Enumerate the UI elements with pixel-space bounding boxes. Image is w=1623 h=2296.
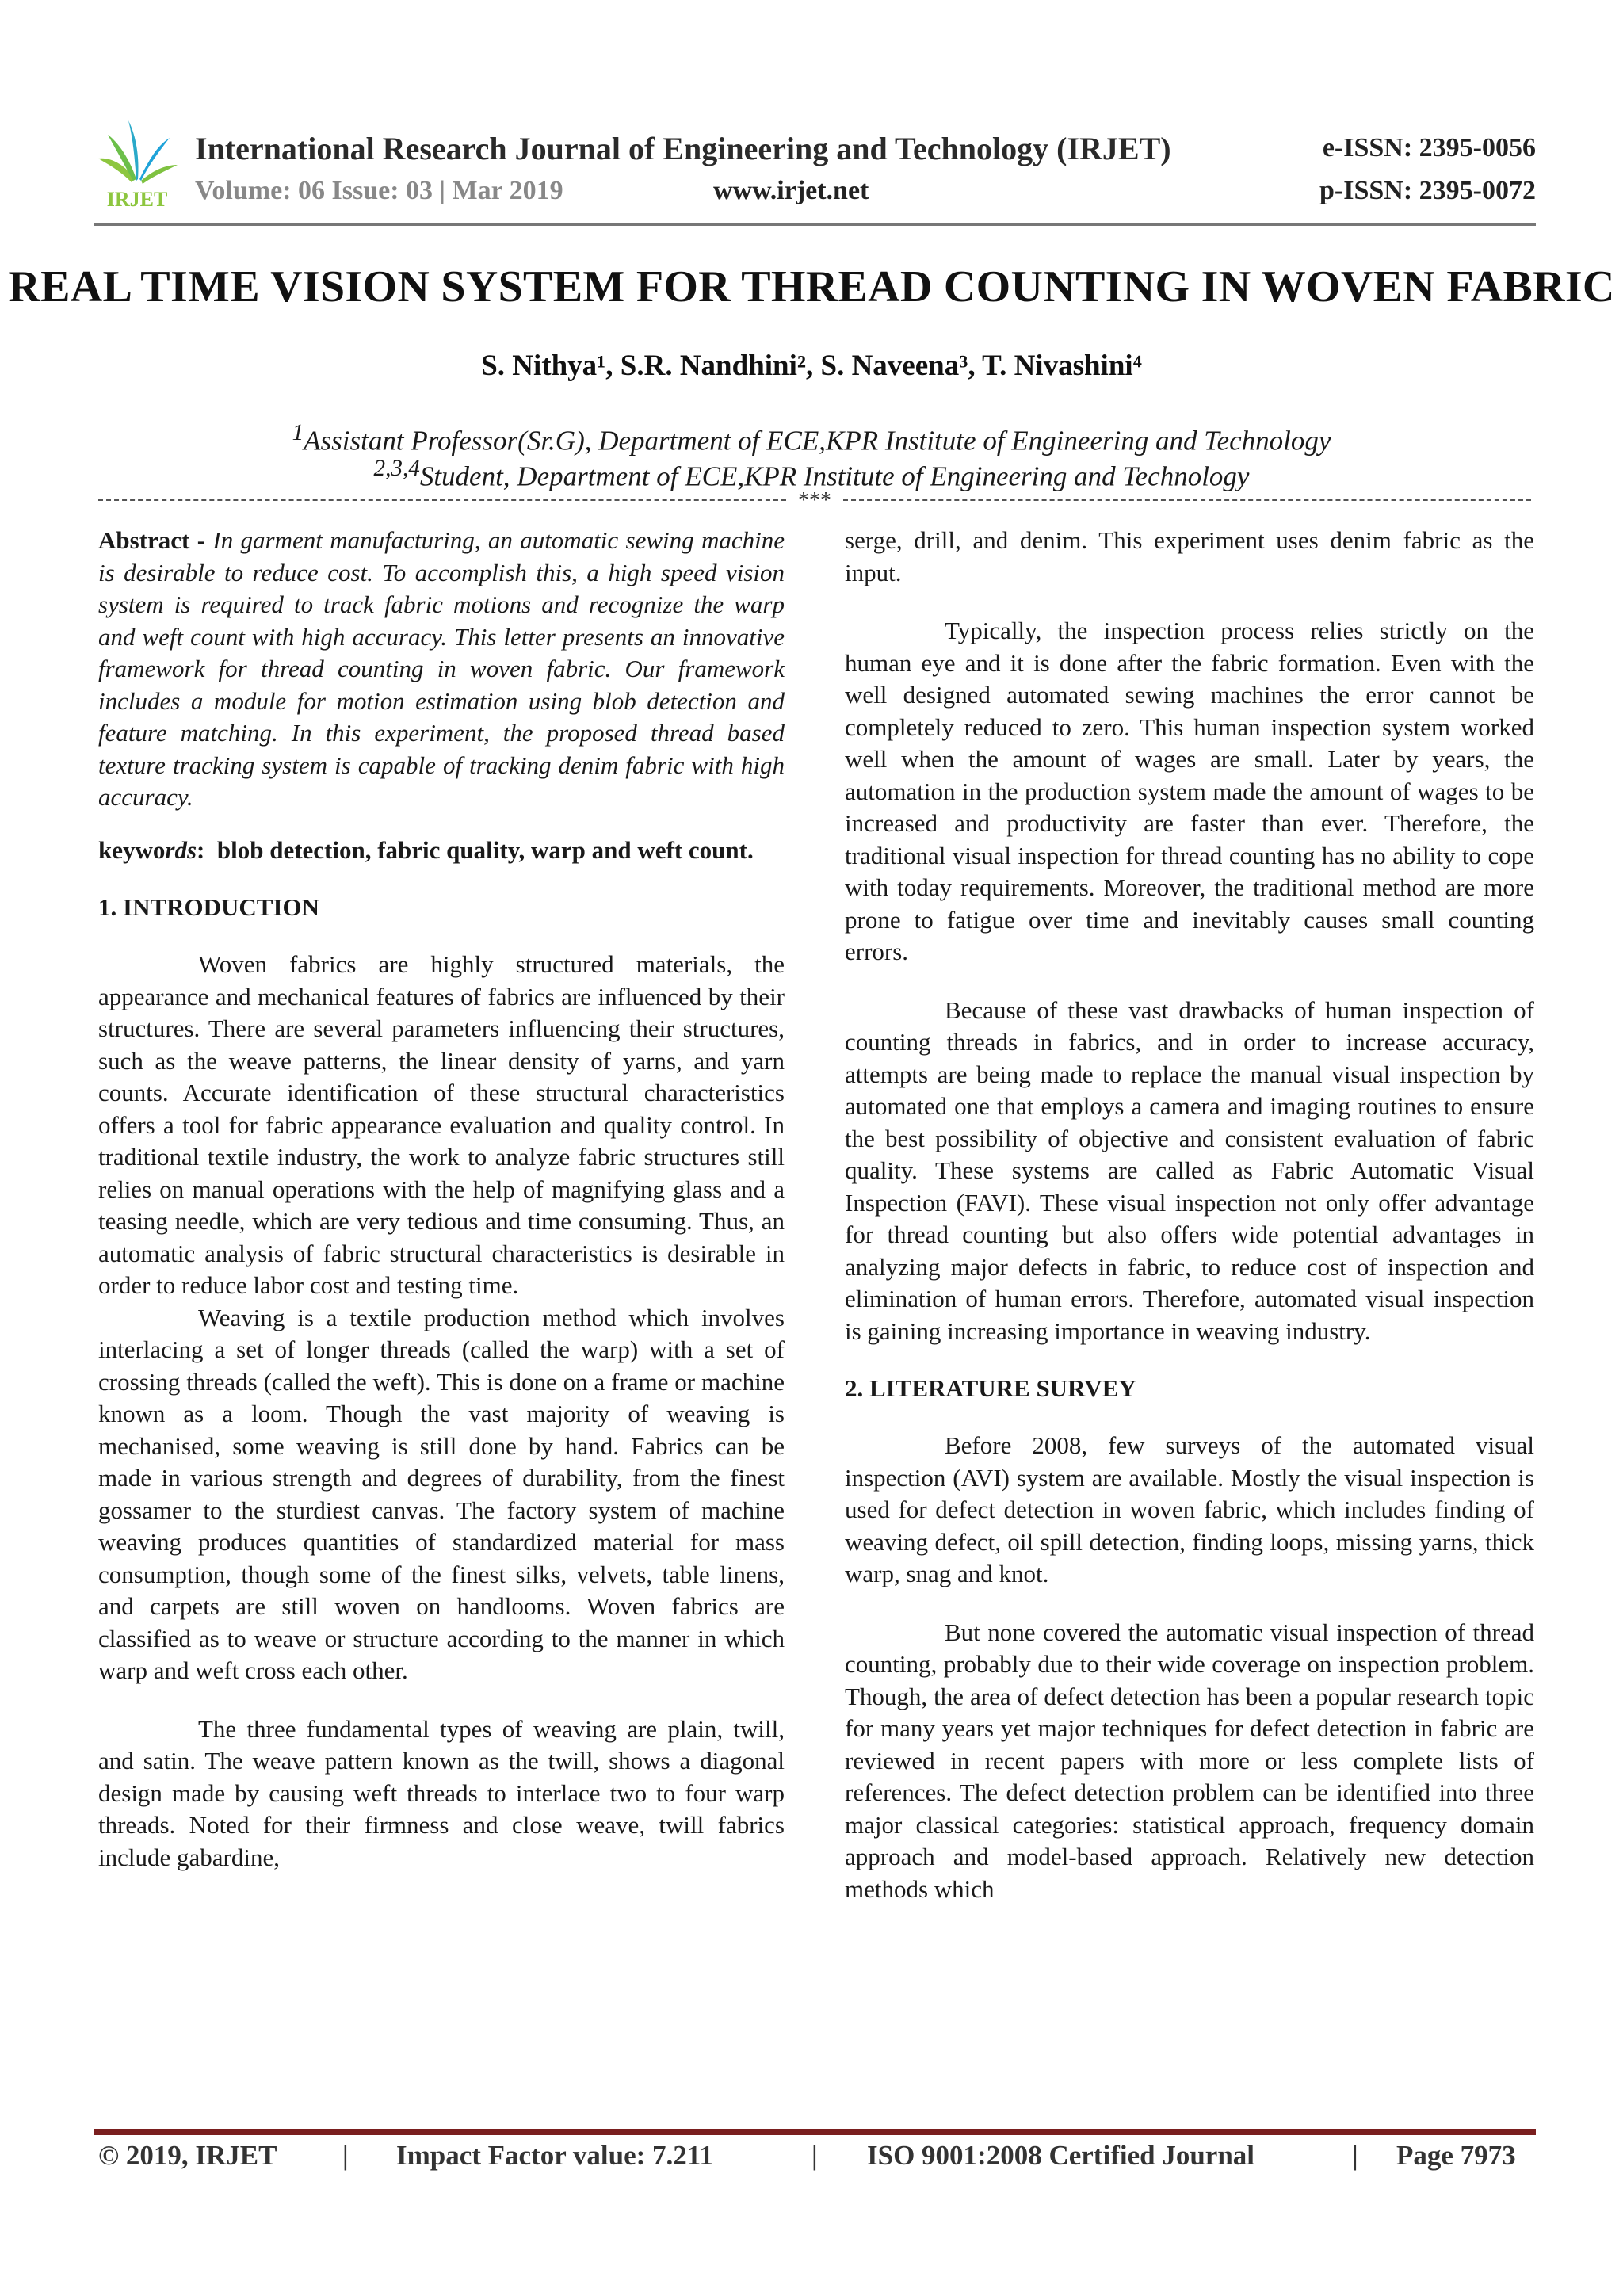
author-list: S. Nithya¹, S.R. Nandhini², S. Naveena³, T. Nivashini⁴	[481, 350, 1142, 382]
intro-paragraph-2: Weaving is a textile production method which involves interlacing a set of longer threads (called the warp) with a set of crossing threads (called the weft). This is done on a frame or machine known as a loom. Though the vast majority of weaving is mechanised, some weaving is still done by hand. Fabrics can be made in various strength and degrees of durability, from the finest gossamer to the sturdiest canvas. The factory system of machine weaving produces quantities of standardized material for mass consumption, though some of the finest silks, velvets, table linens, and carpets are still woven on handlooms. Woven fabrics are classified as to weave or structure according to the manner in which warp and weft cross each other.	[98, 1303, 785, 1684]
journal-name: International Research Journal of Engineering and Technology (IRJET)	[195, 131, 1171, 166]
keywords-label-c: :	[197, 835, 205, 864]
header-divider	[94, 223, 1536, 226]
p-issn: p-ISSN: 2395-0072	[1319, 176, 1536, 205]
footer-iso-certification: ISO 9001:2008 Certified Journal	[867, 2140, 1255, 2171]
affiliation-2-text: Student, Department of ECE,KPR Institute of Engineering and Technology	[419, 460, 1250, 492]
keywords-label-a: keywo	[98, 835, 166, 864]
abstract-label: Abstract -	[98, 526, 206, 554]
footer-impact-factor: Impact Factor value: 7.211	[396, 2140, 713, 2171]
logo-lettering: IRJET	[106, 188, 168, 211]
affiliation-2	[0, 456, 1623, 493]
literature-paragraph-2: But none covered the automatic visual inspection of thread counting, probably due to their wide coverage on inspection problem. Though, the area of defect detection has been a popular research topic for many years yet major techniques for defect detection in fabric are reviewed in recent papers with more or less complete lists of references. The defect detection problem can be identified into three major classical categories: statistical approach, frequency domain approach and model-based approach. Relatively new detection methods which	[845, 1618, 1534, 1903]
keywords	[98, 835, 785, 867]
literature-survey-heading: 2. LITERATURE SURVEY	[845, 1374, 1136, 1402]
separator-stars: ***	[798, 488, 831, 513]
footer-divider	[94, 2129, 1536, 2135]
introduction-heading: 1. INTRODUCTION	[98, 893, 320, 921]
abstract	[98, 525, 785, 814]
intro-paragraph-1: Woven fabrics are highly structured materials, the appearance and mechanical features of fabrics are influenced by their structures. There are several parameters influencing their structures, such as the weave patterns, the linear density of yarns, and yarn counts. Accurate identification of these structural characteristics offers a tool for fabric appearance evaluation and quality control. In traditional textile industry, the work to analyze fabric structures still relies on manual operations with the help of magnifying glass and a teasing needle, which are very tedious and time consuming. Thus, an automatic analysis of fabric structural characteristics is desirable in order to reduce labor cost and testing time.	[98, 950, 785, 1299]
keywords-label	[98, 836, 204, 864]
e-issn: e-ISSN: 2395-0056	[1322, 133, 1536, 162]
section-separator	[98, 488, 1531, 513]
footer-separator-1: |	[342, 2140, 349, 2171]
separator-dash-right	[843, 499, 1531, 501]
footer-page-number: Page 7973	[1396, 2140, 1516, 2171]
separator-dash-left	[98, 499, 786, 501]
affiliation-1-marker: 1	[292, 420, 304, 445]
footer-copyright: © 2019, IRJET	[98, 2140, 277, 2171]
intro-paragraph-continued: serge, drill, and denim. This experiment uses denim fabric as the input.	[845, 526, 1534, 586]
journal-website-link[interactable]: www.irjet.net	[713, 176, 869, 205]
left-column	[98, 525, 785, 1874]
paper-title: REAL TIME VISION SYSTEM FOR THREAD COUNTING IN WOVEN FABRIC	[8, 262, 1615, 311]
right-column	[845, 525, 1534, 1905]
abstract-text: In garment manufacturing, an automatic sewing machine is desirable to reduce cost. To accomplish this, a high speed vision system is required to track fabric motions and recognize the warp and weft count with high accuracy. This letter presents an innovative framework for thread counting in woven fabric. Our framework includes a module for motion estimation using blob detection and feature matching. In this experiment, the proposed thread based texture tracking system is capable of tracking denim fabric with high accuracy.	[98, 526, 785, 811]
affiliation-1-text: Assistant Professor(Sr.G), Department of ECE,KPR Institute of Engineering and Technology	[304, 425, 1331, 457]
intro-paragraph-5: Because of these vast drawbacks of human inspection of counting threads in fabrics, and in order to increase accuracy, attempts are being made to replace the manual visual inspection by automated one that employs a camera and imaging routines to ensure the best possibility of objective and consistent evaluation of fabric quality. These systems are called as Fabric Automatic Visual Inspection (FAVI). These visual inspection not only offer advantage for thread counting but also offers wide potential advantages in analyzing major defects in fabric, to reduce cost of inspection and elimination of human errors. Therefore, automated visual inspection is gaining increasing importance in weaving industry.	[845, 995, 1534, 1345]
footer-separator-2: |	[812, 2140, 818, 2171]
affiliation-2-marker: 2,3,4	[373, 456, 420, 481]
keywords-text: blob detection, fabric quality, warp and weft count.	[216, 835, 754, 864]
affiliation-1	[0, 420, 1623, 457]
intro-paragraph-3: The three fundamental types of weaving are plain, twill, and satin. The weave pattern known as the twill, shows a diagonal design made by causing weft threads to interlace two to four warp threads. Noted for their firmness and close weave, twill fabrics include gabardine,	[98, 1714, 785, 1871]
irjet-logo	[94, 117, 181, 214]
keywords-label-b: rds	[165, 835, 197, 864]
literature-paragraph-1: Before 2008, few surveys of the automated visual inspection (AVI) system are available. Mostly the visual inspection is used for defect detection in woven fabric, which includes finding of weaving defect, oil spill detection, finding loops, missing yarns, thick warp, snag and knot.	[845, 1431, 1534, 1587]
intro-paragraph-4: Typically, the inspection process relies strictly on the human eye and it is done after the fabric formation. Even with the well designed automated sewing machines the error cannot be completely reduced to zero. This human inspection system worked well when the amount of wages are small. Later by years, the automation in the production system made the amount of wages to be increased and productivity are faster than ever. Therefore, the traditional visual inspection for thread counting has no ability to cope with today requirements. Moreover, the traditional method are more prone to fatigue over time and inevitably causes small counting errors.	[845, 617, 1534, 965]
page-footer	[98, 2140, 1531, 2175]
volume-issue: Volume: 06 Issue: 03 | Mar 2019	[195, 176, 563, 205]
footer-separator-3: |	[1352, 2140, 1358, 2171]
